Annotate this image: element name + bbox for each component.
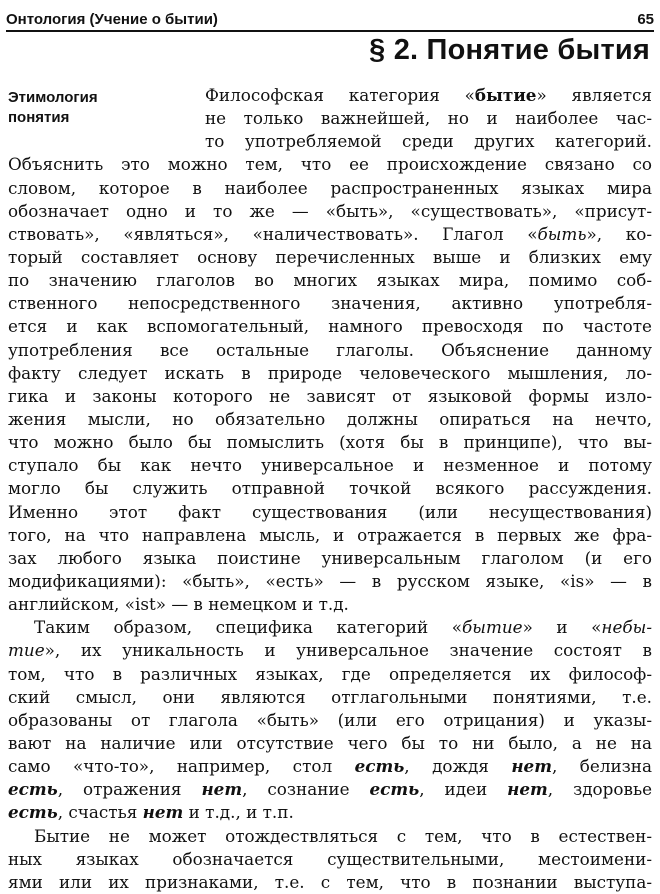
text-line: ями или их признаками, т.е. с тем, что в познании выступа- — [8, 871, 652, 892]
text-line: английском, «ist» — в немецком и т.д. — [8, 594, 349, 615]
text-line: обозначает одно и то же — «быть», «существовать», «присут- — [8, 200, 652, 221]
text-line: ствовать», «являться», «наличествовать». Глагол «быть», ко- — [8, 223, 653, 244]
text-line: Бытие не может отождествляться с тем, что в естествен- — [34, 825, 652, 846]
text-line: тие», их уникальность и универсальное значение состоят в — [8, 640, 652, 661]
running-title: Онтология (Учение о бытии) — [6, 11, 218, 28]
text-line: Таким образом, специфика категорий «бытие» и «небы- — [34, 617, 652, 638]
text-line: зах любого языка поистине универсальным глаголом (и его — [8, 547, 652, 568]
text-line: факту следует искать в природе человеческого мышления, ло- — [8, 362, 652, 383]
text-line: том, что в различных языках, где определяется их философ- — [8, 663, 652, 684]
text-line: торый составляет основу перечисленных выше и близких ему — [8, 246, 652, 267]
text-line: то употребляемой среди других категорий. — [205, 131, 652, 152]
side-heading-line: Этимология — [8, 89, 98, 106]
section-title: § 2. Понятие бытия — [369, 34, 650, 66]
text-line: ется и как вспомогательный, намного превосходя по частоте — [8, 316, 652, 337]
text-line: ский смысл, они являются отглагольными понятиями, т.е. — [8, 686, 652, 707]
text-line: не только важнейшей, но и наиболее час- — [205, 108, 652, 129]
text-line: вают на наличие или отсутствие чего бы то ни было, а не на — [8, 732, 652, 753]
text-line: ственного непосредственного значения, активно употребля- — [8, 293, 652, 314]
body-text — [8, 84, 652, 894]
text-line: само «что-то», например, стол есть, дождя нет, белизна — [8, 756, 653, 777]
text-line: что можно было бы помыслить (хотя бы в принципе), что вы- — [8, 432, 652, 453]
text-line: гика и законы которого не зависят от языковой формы изло- — [8, 385, 652, 406]
page-number: 65 — [637, 11, 654, 28]
text-line: Объяснить это можно тем, что ее происхождение связано со — [8, 154, 652, 175]
text-line: употребления все остальные глаголы. Объяснение данному — [8, 339, 652, 360]
text-line: словом, которое в наиболее распространенных языках мира — [8, 177, 652, 198]
text-line: образованы от глагола «быть» (или его отрицания) и указы- — [8, 709, 652, 730]
text-line: Философская категория «бытие» является — [205, 85, 652, 105]
side-heading-line: понятия — [8, 109, 70, 126]
text-line: того, на что направлена мысль, и отражается в первых же фра- — [8, 524, 652, 545]
text-line: ных языках обозначается существительными, местоимени- — [8, 848, 652, 869]
text-line: по значению глаголов во многих языках мира, помимо соб- — [8, 270, 652, 291]
text-line: ступало бы как нечто универсальное и незменное и потому — [8, 455, 652, 476]
text-line: есть, счастья нет и т.д., и т.п. — [8, 802, 294, 823]
text-line: могло бы служить отправной точкой всякого рассуждения. — [8, 478, 652, 499]
text-line: модификациями): «быть», «есть» — в русском языке, «is» — в — [8, 570, 652, 591]
running-header — [6, 6, 654, 32]
text-line: жения мысли, но обязательно должны опираться на нечто, — [8, 408, 652, 429]
text-line: Именно этот факт существования (или несуществования) — [8, 501, 652, 522]
text-line: есть, отражения нет, сознание есть, идеи нет, здоровье — [8, 779, 653, 800]
